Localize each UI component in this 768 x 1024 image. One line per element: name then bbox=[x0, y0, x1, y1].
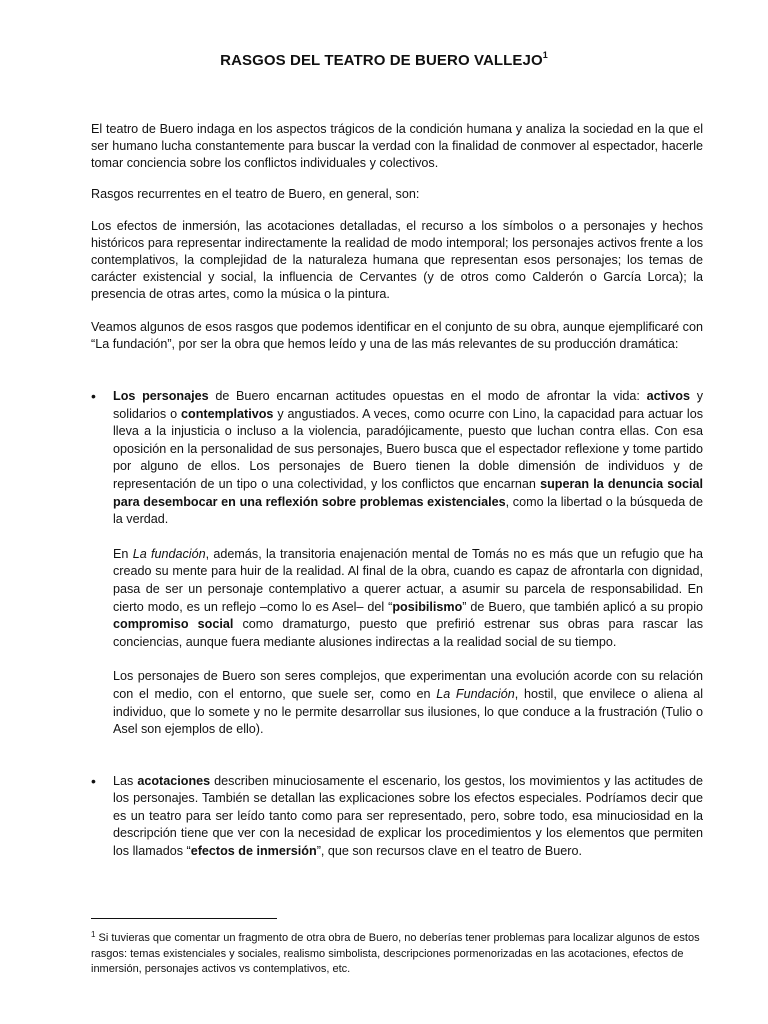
footnote-number: 1 bbox=[91, 930, 96, 939]
footnote-reference[interactable]: 1 bbox=[542, 50, 548, 60]
personajes-paragraph: Los personajes de Buero encarnan actitudes opuestas en el modo de afrontar la vida: activos y solidarios o contemplativos y angustiados. A veces, como ocurre con Lino, la capacidad para actuar los lleva a la injusticia o incluso a la violencia, paradójicamente, puesto que luchan contra ellas. Con esa oposición en la personalidad de sus personajes, Buero busca que el espectador reflexione y tome partido por alguno de ellos. Los personajes de Buero tienen la doble dimensión de individuos y de representación de un tipo o una colectividad, y los conflictos que encarnan superan la denuncia social para desembocar en una reflexión sobre problemas existenciales, como la libertad o la búsqueda de la verdad. bbox=[113, 389, 704, 527]
footnote-separator bbox=[91, 918, 277, 919]
list-item-acotaciones bbox=[91, 773, 703, 861]
intro-paragraph-4: Veamos algunos de esos rasgos que podemos identificar en el conjunto de su obra, aunque ejemplificaré con “La fundación”, por ser la obra que hemos leído y una de las más relevantes de su producción dramática: bbox=[91, 320, 703, 352]
fundacion-paragraph: En La fundación, además, la transitoria enajenación mental de Tomás no es más que un refugio que ha creado su mente para huir de la realidad. Al final de la obra, cuando es capaz de afrontarla con dignidad, pasa de ser un personaje contemplativo a querer actuar, a asumir su parcela de responsabilidad. En cierto modo, es un reflejo –como lo es Asel– del “posibilismo” de Buero, que también aplicó a su propio compromiso social como dramaturgo, puesto que prefirió estrenar sus obras para rascar las conciencias, aunque fuera mediante alusiones indirectas a la realidad social de su tiempo. bbox=[113, 546, 703, 649]
bullet-icon: • bbox=[91, 388, 96, 404]
intro-paragraph-1: El teatro de Buero indaga en los aspectos trágicos de la condición humana y analiza la sociedad en la que el ser humano lucha constantemente para buscar la verdad con la finalidad de conmover al espectador, hacerle tomar conciencia sobre los conflictos individuales y colectivos. bbox=[91, 122, 703, 171]
title-text: RASGOS DEL TEATRO DE BUERO VALLEJO bbox=[220, 52, 543, 69]
intro-paragraph-2: Rasgos recurrentes en el teatro de Buero, en general, son: bbox=[91, 187, 420, 201]
intro-paragraph-3: Los efectos de inmersión, las acotaciones detalladas, el recurso a los símbolos o a personajes y hechos históricos para representar indirectamente la realidad de modo intemporal; los personajes activos frente a los contemplativos, la complejidad de la naturaleza humana que representan esos personajes; los temas de carácter existencial y social, la influencia de Cervantes (y de otros como Calderón o García Lorca); la presencia de otras artes, como la música o la pintura. bbox=[91, 219, 703, 302]
page-title bbox=[0, 50, 768, 69]
complejidad-paragraph: Los personajes de Buero son seres complejos, que experimentan una evolución acorde con su relación con el medio, con el entorno, que suele ser, como en La Fundación, hostil, que envilece o aliena al individuo, que lo somete y no le permite desarrollar sus ilusiones, lo que conduce a la frustración (Tulio o Asel son ejemplos de ello). bbox=[113, 669, 703, 737]
bullet-icon: • bbox=[91, 772, 96, 789]
footnote bbox=[91, 927, 703, 978]
acotaciones-paragraph: Las acotaciones describen minuciosamente el escenario, los gestos, los movimientos y las actitudes de los personajes. También se detallan las explicaciones sobre los efectos especiales. Podríamos decir que es un teatro para ser leído tanto como para ser representado, pero, sobre todo, esa minuciosidad en la descripción tiene que ver con la necesidad de explicar los procedimientos y los elementos que permiten los llamados “efectos de inmersión”, que son recursos clave en el teatro de Buero. bbox=[113, 773, 703, 859]
list-item-personajes bbox=[91, 388, 703, 739]
footnote-text: Si tuvieras que comentar un fragmento de otra obra de Buero, no deberías tener problemas para localizar algunos de estos rasgos: temas existenciales y sociales, realismo simbolista, descripciones pormenorizadas en las acotaciones, efectos de inmersión, personajes activos vs contemplativos, etc. bbox=[91, 932, 700, 976]
bullet-list bbox=[91, 388, 703, 861]
